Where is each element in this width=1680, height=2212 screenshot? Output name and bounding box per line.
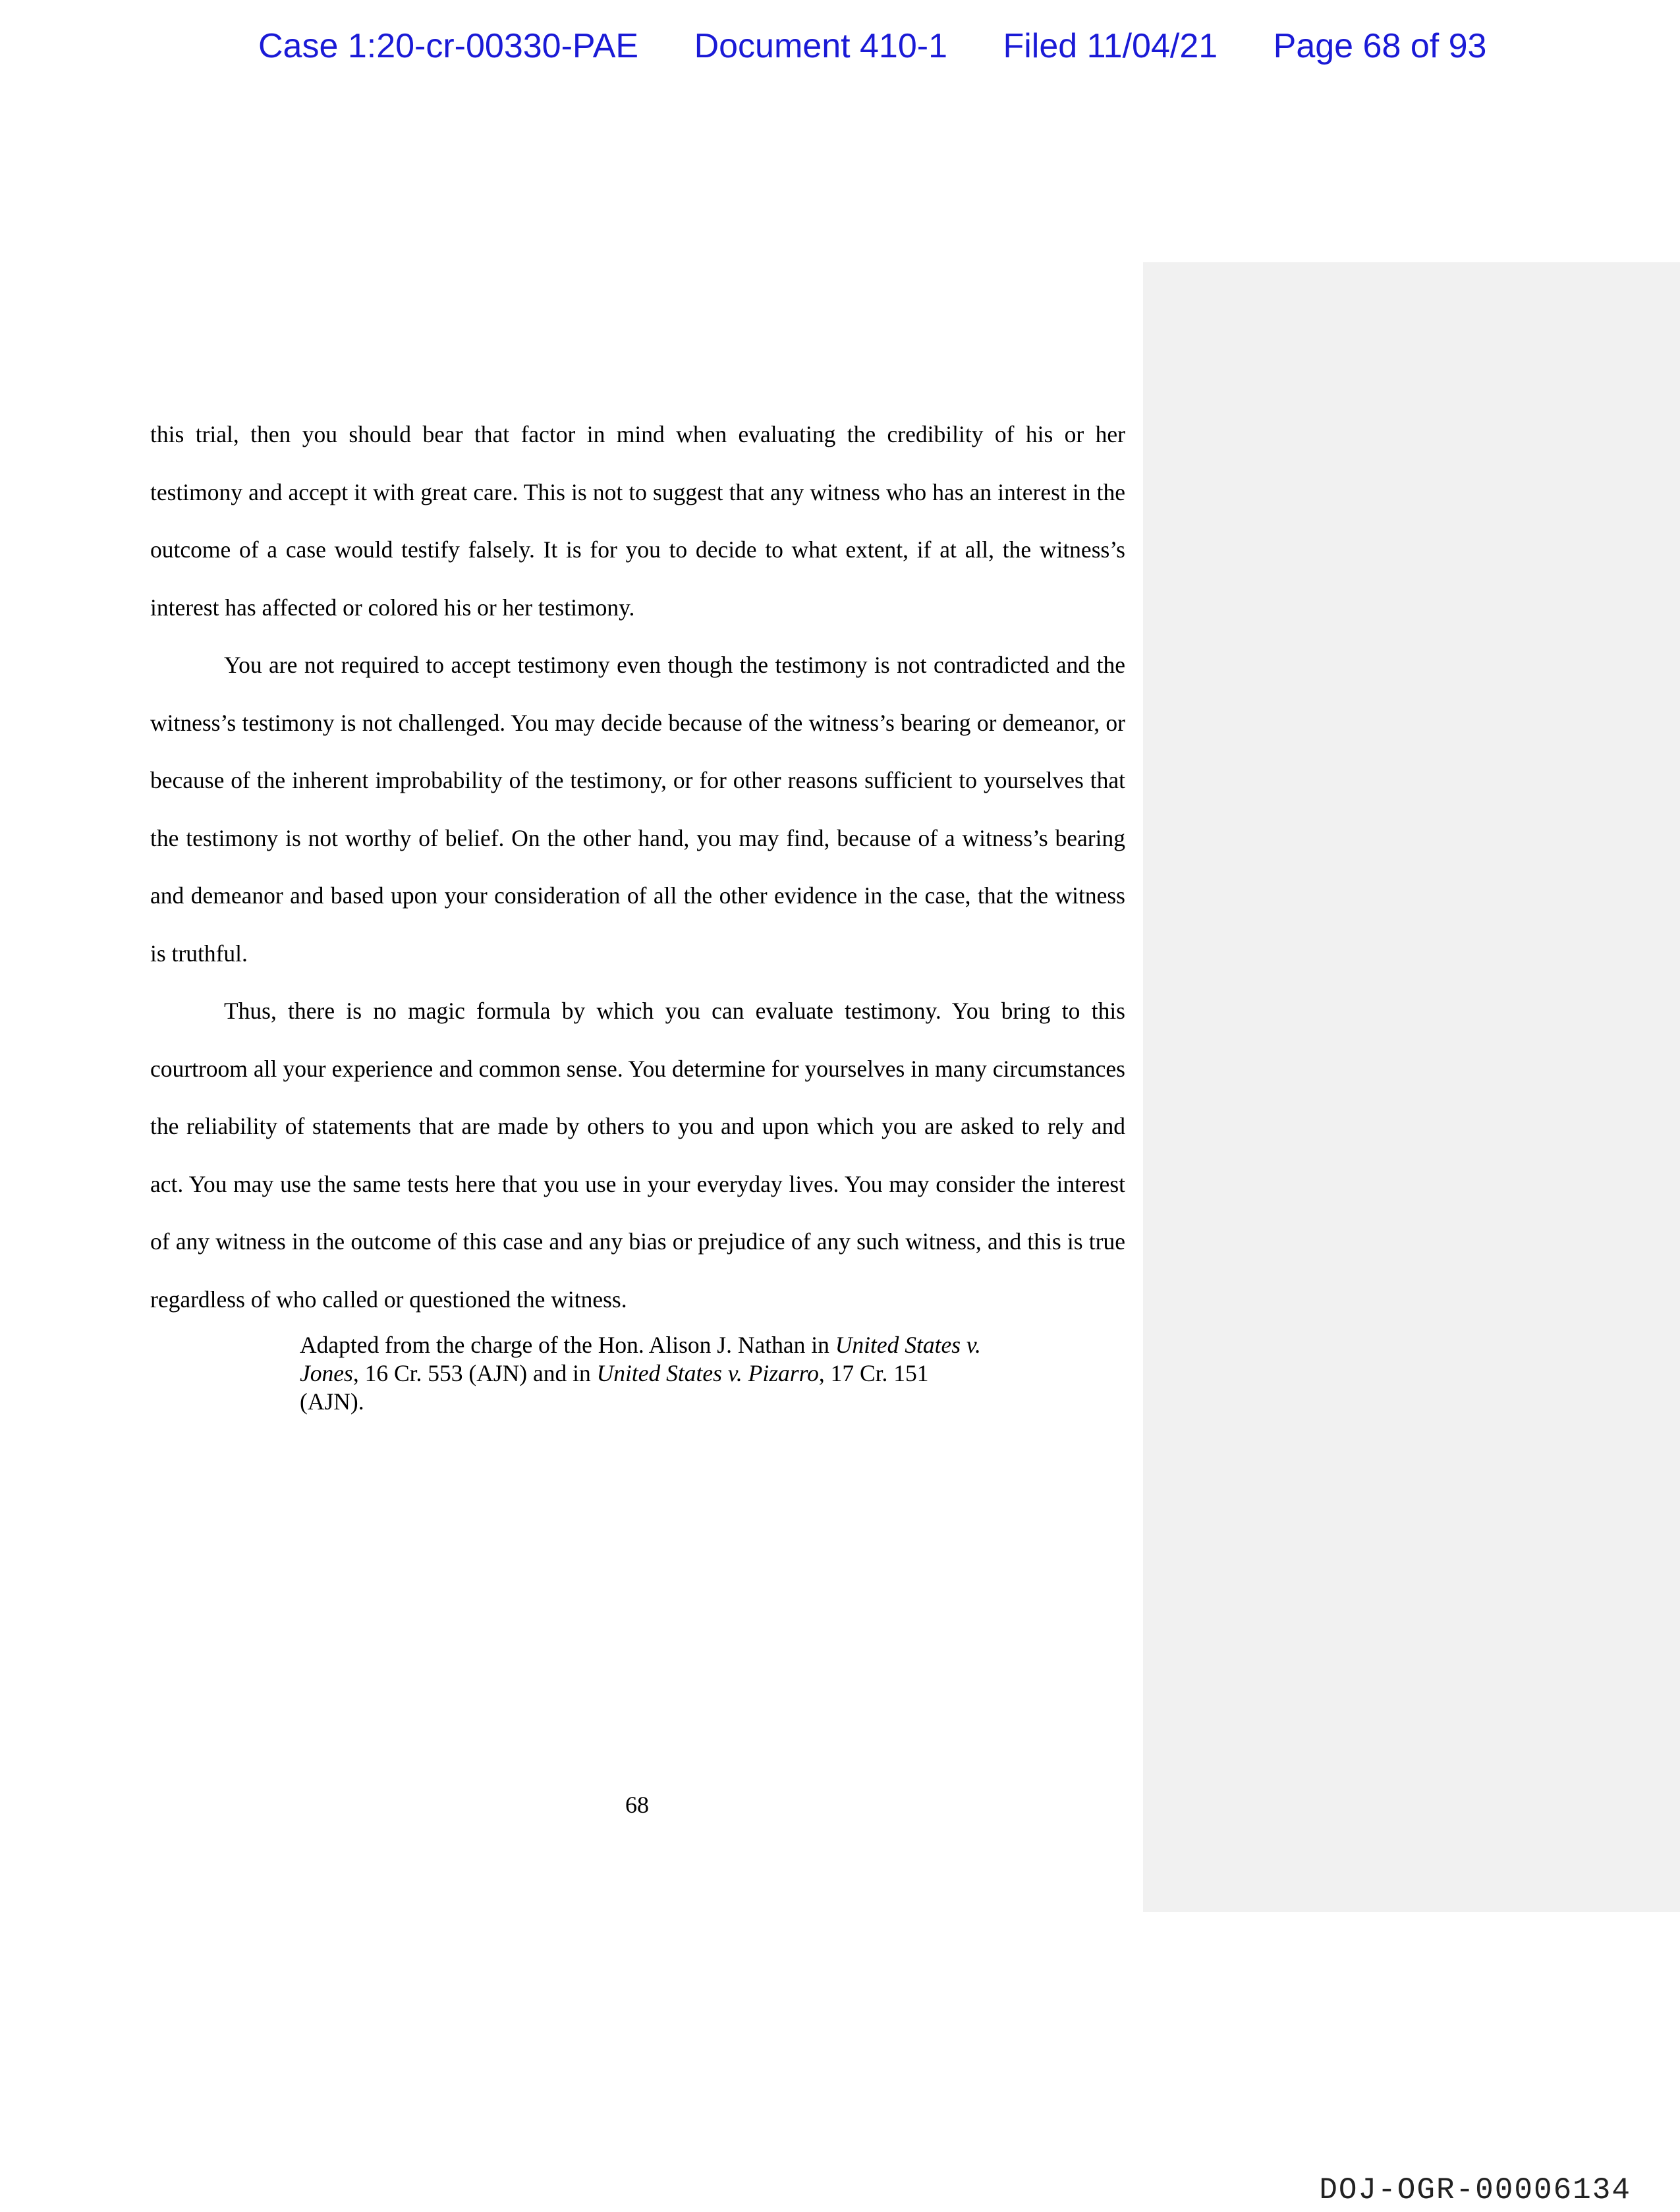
paragraph-3: Thus, there is no magic formula by which you can evaluate testimony. You bring to this courtroom all your experience and common sense. You determine for yourselves in many circumstances the reliability of statements that are made by others to you and upon which you are asked to rely and act. You may use the same tests here that you use in your everyday lives. You may consider the interest of any witness in the outcome of this case and any bias or prejudice of any such witness, and this is true regardless of who called or questioned the witness. bbox=[150, 998, 1125, 1313]
citation-case-2: United States v. Pizarro bbox=[596, 1360, 819, 1386]
paragraph-2: You are not required to accept testimony even though the testimony is not contradicted and the witness’s testimony is not challenged. You may decide because of the witness’s bearing or demeanor, or because of the inherent improbability of the testimony, or for other reasons sufficient to yourselves that the testimony is not worthy of belief. On the other hand, you may find, because of a witness’s bearing and demeanor and based upon your consideration of all the other evidence in the case, that the witness is truthful. bbox=[150, 652, 1125, 967]
case-number: Case 1:20-cr-00330-PAE bbox=[258, 27, 639, 65]
paragraph-1: this trial, then you should bear that factor in mind when evaluating the credibility of his or her testimony and accept it with great care. This is not to suggest that any witness who has an interest in the outcome of a case would testify falsely. It is for you to decide to what extent, if at all, the witness’s interest has affected or colored his or her testimony. bbox=[150, 421, 1125, 621]
citation-case-1: United States v. Jones bbox=[300, 1332, 981, 1386]
page-count: Page 68 of 93 bbox=[1273, 27, 1487, 65]
citation-text-3: , 17 Cr. 151 (AJN). bbox=[300, 1360, 929, 1415]
body-text bbox=[150, 406, 1125, 1328]
page-number: 68 bbox=[625, 1792, 649, 1818]
citation-text-2: , 16 Cr. 553 (AJN) and in bbox=[352, 1360, 597, 1386]
citation-note bbox=[300, 1331, 985, 1416]
ecf-header bbox=[258, 26, 1486, 66]
bates-number: DOJ-OGR-00006134 bbox=[1319, 2173, 1631, 2207]
filed-date: Filed 11/04/21 bbox=[1003, 27, 1218, 65]
comment-margin-panel bbox=[1143, 262, 1680, 1912]
citation-text-1: Adapted from the charge of the Hon. Alison J. Nathan in bbox=[300, 1332, 835, 1358]
document-number: Document 410-1 bbox=[694, 27, 948, 65]
